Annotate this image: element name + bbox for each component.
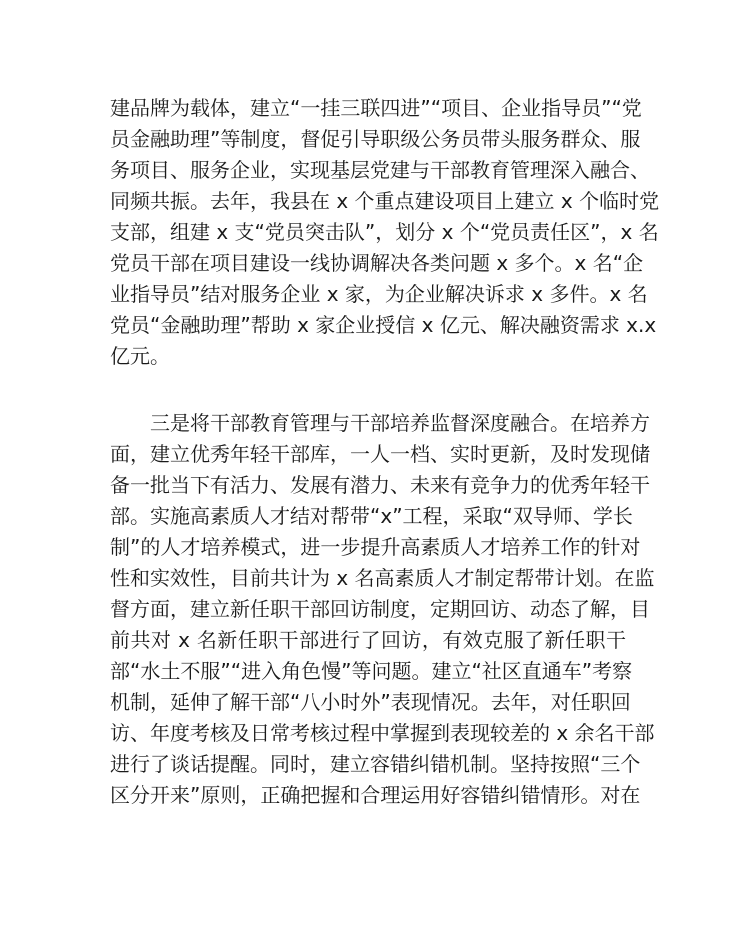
text-line: 访、年度考核及日常考核过程中掌握到表现较差的 x 余名干部 — [110, 721, 655, 745]
text-line: 同频共振。去年，我县在 x 个重点建设项目上建立 x 个临时党 — [110, 189, 660, 213]
text-line: 区分开来”原则，正确把握和合理运用好容错纠错情形。对在 — [110, 783, 641, 807]
text-line: 制”的人才培养模式，进一步提升高素质人才培养工作的针对 — [110, 535, 641, 559]
text-line: 党员干部在项目建设一线协调解决各类问题 x 多个。x 名“企 — [110, 251, 644, 275]
text-line: 性和实效性，目前共计为 x 名高素质人才制定帮带计划。在监 — [110, 566, 655, 590]
text-line: 机制，延伸了解干部“八小时外”表现情况。去年，对任职回 — [110, 690, 631, 714]
text-line: 业指导员”结对服务企业 x 家，为企业解决诉求 x 多件。x 名 — [110, 282, 648, 306]
text-line: 务项目、服务企业，实现基层党建与干部教育管理深入融合、 — [110, 158, 650, 182]
text-line: 建品牌为载体，建立“一挂三联四进”“项目、企业指导员”“党 — [110, 96, 642, 120]
text-line: 员金融助理”等制度，督促引导职级公务员带头服务群众、服 — [110, 127, 641, 151]
text-line: 支部，组建 x 支“党员突击队”，划分 x 个“党员责任区”，x 名 — [110, 220, 659, 244]
text-line: 督方面，建立新任职干部回访制度，定期回访、动态了解，目 — [110, 597, 650, 621]
text-line: 部。实施高素质人才结对帮带“x”工程，采取“双导师、学长 — [110, 504, 633, 528]
paragraph-2 — [110, 408, 655, 811]
text-line: 前共对 x 名新任职干部进行了回访，有效克服了新任职干 — [110, 628, 626, 652]
text-line: 亿元。 — [110, 344, 170, 368]
text-line: 备一批当下有活力、发展有潜力、未来有竞争力的优秀年轻干 — [110, 473, 650, 497]
text-line: 部“水土不服”“进入角色慢”等问题。建立“社区直通车”考察 — [110, 659, 633, 683]
text-line: 三是将干部教育管理与干部培养监督深度融合。在培养方 — [110, 411, 650, 435]
text-line: 进行了谈话提醒。同时，建立容错纠错机制。坚持按照“三个 — [110, 752, 641, 776]
text-line: 面，建立优秀年轻干部库，一人一档、实时更新，及时发现储 — [110, 442, 650, 466]
text-line: 党员“金融助理”帮助 x 家企业授信 x 亿元、解决融资需求 x.x — [110, 313, 657, 337]
paragraph-1 — [110, 93, 660, 372]
